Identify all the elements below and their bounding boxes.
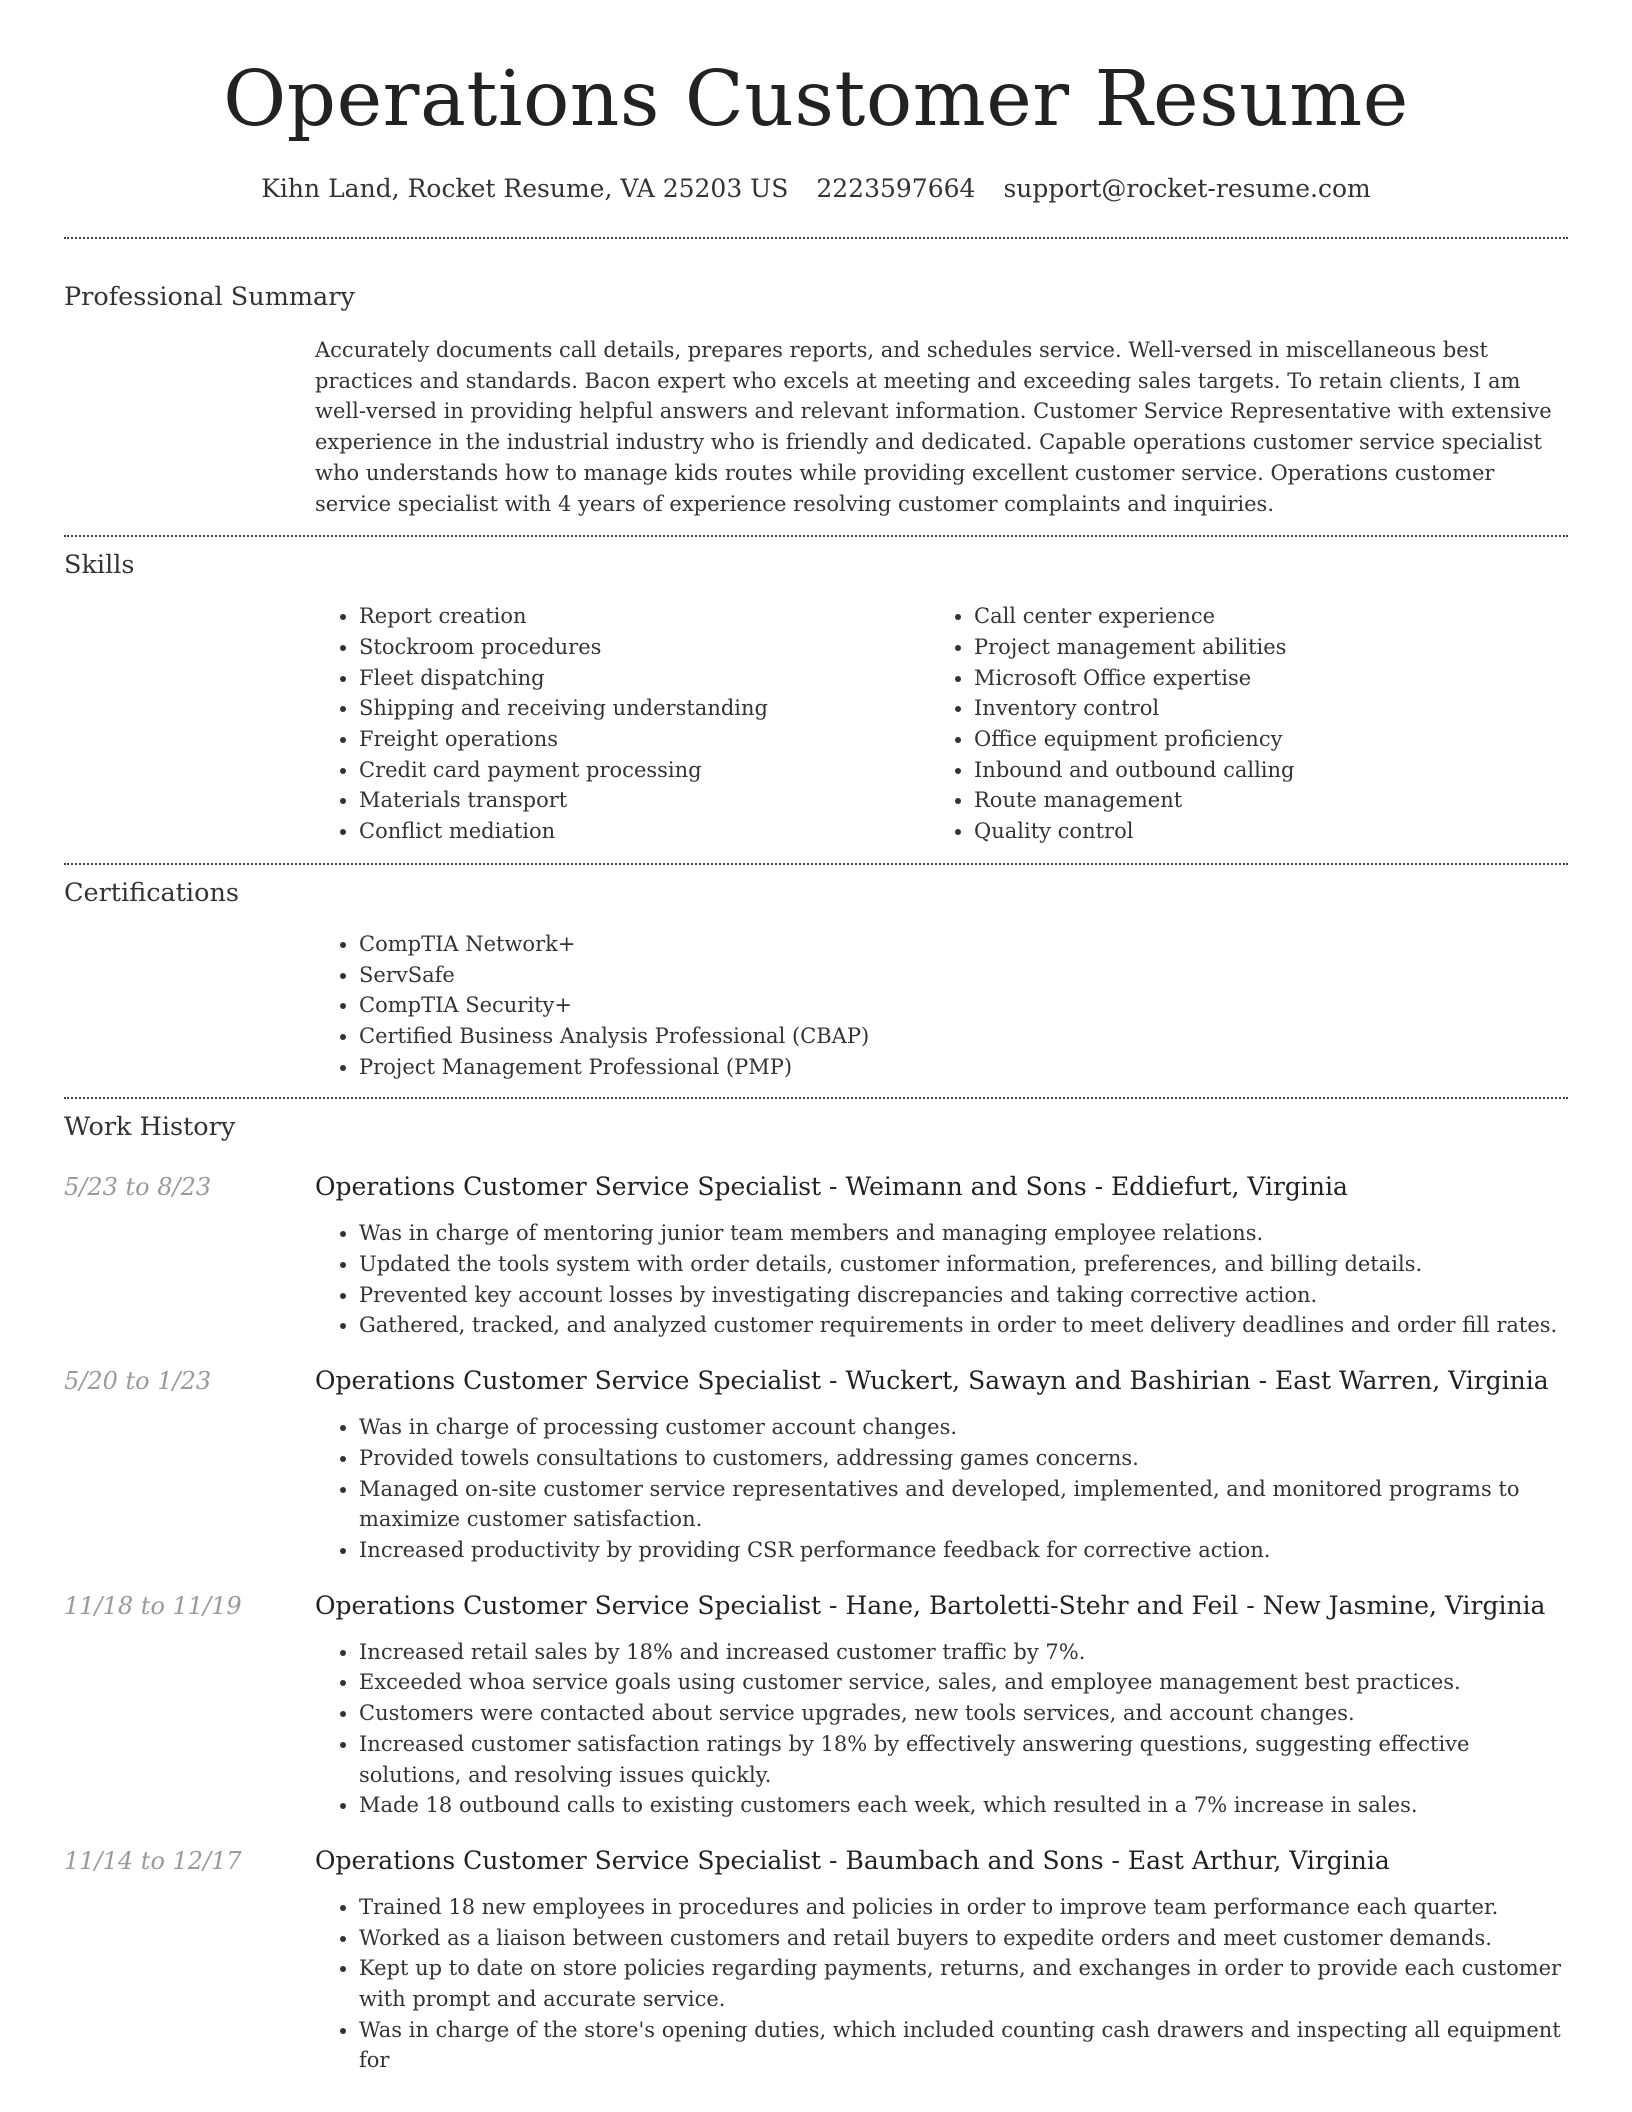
job-bullet-list [315, 1218, 1568, 1341]
job-bullets [315, 1218, 1568, 1341]
skills-columns [315, 601, 1568, 847]
skill-item: • Inventory control [974, 693, 1545, 724]
skills-section [64, 548, 1568, 847]
summary-section [64, 280, 1568, 519]
skill-item: • Materials transport [359, 785, 930, 816]
skill-item: • Route management [974, 785, 1545, 816]
job-bullet: • Provided towels consultations to customers, addressing games concerns. [359, 1443, 1568, 1474]
job-bullet: • Gathered, tracked, and analyzed customer requirements in order to meet delivery deadlines and order fill rates. [359, 1310, 1568, 1341]
skills-column-right [930, 601, 1545, 847]
job-title: Operations Customer Service Specialist - Weimann and Sons - Eddiefurt, Virginia [315, 1172, 1348, 1202]
certifications-body [315, 929, 1568, 1083]
job-details [315, 1589, 1568, 1821]
skills-column-left [315, 601, 930, 847]
contact-phone[interactable]: 2223597664 [816, 174, 976, 203]
job-bullet: • Was in charge of mentoring junior team members and managing employee relations. [359, 1218, 1568, 1249]
skill-item: • Microsoft Office expertise [974, 663, 1545, 694]
skill-item: • Conflict mediation [359, 816, 930, 847]
job-bullet: • Managed on-site customer service representatives and developed, implemented, and monitored programs to maximize customer satisfaction. [359, 1474, 1568, 1535]
contact-email[interactable]: support@rocket-resume.com [1003, 174, 1371, 203]
job-bullet: • Increased retail sales by 18% and increased customer traffic by 7%. [359, 1637, 1568, 1668]
job-bullet-list [315, 1892, 1568, 2076]
skill-item: • Shipping and receiving understanding [359, 693, 930, 724]
job-bullet: • Increased customer satisfaction ratings by 18% by effectively answering questions, suggesting effective solutions, and resolving issues quickly. [359, 1729, 1568, 1790]
job-bullet: • Kept up to date on store policies regarding payments, returns, and exchanges in order to provide each customer with prompt and accurate service. [359, 1953, 1568, 2014]
job-entry [64, 1844, 1568, 2076]
certification-item: • CompTIA Security+ [359, 990, 1568, 1021]
job-bullets [315, 1637, 1568, 1821]
job-details [315, 1364, 1568, 1566]
skill-item: • Inbound and outbound calling [974, 755, 1545, 786]
job-bullet: • Was in charge of processing customer account changes. [359, 1412, 1568, 1443]
job-entry [64, 1364, 1568, 1566]
skills-heading: Skills [64, 550, 135, 581]
job-bullet-list [315, 1637, 1568, 1821]
certification-item: • Certified Business Analysis Professional (CBAP) [359, 1021, 1568, 1052]
job-entry [64, 1170, 1568, 1341]
certifications-heading: Certifications [64, 877, 239, 908]
job-details [315, 1170, 1568, 1341]
skill-item: • Call center experience [974, 601, 1545, 632]
job-bullets [315, 1412, 1568, 1566]
job-bullet: • Updated the tools system with order details, customer information, preferences, and billing details. [359, 1249, 1568, 1280]
contact-address: Kihn Land, Rocket Resume, VA 25203 US [261, 174, 789, 203]
certification-item: • Project Management Professional (PMP) [359, 1052, 1568, 1083]
summary-text: Accurately documents call details, prepares reports, and schedules service. Well-versed in miscellaneous best practices and standards. Bacon expert who excels at meeting and exceeding sales targets. To retain clients, I am well-versed in providing helpful answers and relevant information. Customer Service Representative with extensive experience in the industrial industry who is friendly and dedicated. Capable operations customer service specialist who understands how to manage kids routes while providing excellent customer service. Operations customer service specialist with 4 years of experience resolving customer complaints and inquiries. [315, 338, 1552, 516]
resume-title: Operations Customer Resume [223, 55, 1409, 144]
job-bullet: • Trained 18 new employees in procedures and policies in order to improve team performance each quarter. [359, 1892, 1568, 1923]
skill-item: • Stockroom procedures [359, 632, 930, 663]
skills-list-left [315, 601, 930, 847]
job-bullet: • Made 18 outbound calls to existing customers each week, which resulted in a 7% increase in sales. [359, 1790, 1568, 1821]
certifications-section [64, 876, 1568, 1083]
divider [64, 863, 1568, 865]
job-bullet: • Customers were contacted about service upgrades, new tools services, and account changes. [359, 1698, 1568, 1729]
skill-item: • Office equipment proficiency [974, 724, 1545, 755]
job-date: 5/20 to 1/23 [64, 1367, 212, 1396]
job-title: Operations Customer Service Specialist - Wuckert, Sawayn and Bashirian - East Warren, Virginia [315, 1366, 1549, 1396]
job-title: Operations Customer Service Specialist - Baumbach and Sons - East Arthur, Virginia [315, 1845, 1390, 1875]
work-history-heading: Work History [64, 1112, 236, 1143]
job-date: 11/14 to 12/17 [64, 1846, 242, 1875]
job-date: 5/23 to 8/23 [64, 1173, 212, 1202]
job-title: Operations Customer Service Specialist - Hane, Bartoletti-Stehr and Feil - New Jasmine, Virginia [315, 1590, 1546, 1620]
job-date: 11/18 to 11/19 [64, 1591, 242, 1620]
skill-item: • Freight operations [359, 724, 930, 755]
contact-line [64, 172, 1568, 206]
divider [64, 237, 1568, 239]
resume-page [64, 0, 1568, 2076]
skill-item: • Quality control [974, 816, 1545, 847]
job-bullets [315, 1892, 1568, 2076]
job-details [315, 1844, 1568, 2076]
certification-item: • CompTIA Network+ [359, 929, 1568, 960]
skill-item: • Credit card payment processing [359, 755, 930, 786]
work-history-section [64, 1110, 1568, 2076]
certification-item: • ServSafe [359, 960, 1568, 991]
skill-item: • Fleet dispatching [359, 663, 930, 694]
divider [64, 1097, 1568, 1099]
summary-heading: Professional Summary [64, 282, 355, 312]
job-entry [64, 1589, 1568, 1821]
job-bullet: • Exceeded whoa service goals using customer service, sales, and employee management best practices. [359, 1667, 1568, 1698]
job-bullet: • Prevented key account losses by investigating discrepancies and taking corrective action. [359, 1280, 1568, 1311]
job-bullet: • Worked as a liaison between customers and retail buyers to expedite orders and meet customer demands. [359, 1923, 1568, 1954]
job-bullet-list [315, 1412, 1568, 1566]
certifications-list [315, 929, 1568, 1083]
skill-item: • Report creation [359, 601, 930, 632]
job-bullet: • Was in charge of the store's opening duties, which included counting cash drawers and inspecting all equipment for [359, 2015, 1568, 2076]
job-bullet: • Increased productivity by providing CSR performance feedback for corrective action. [359, 1535, 1568, 1566]
divider [64, 535, 1568, 537]
skill-item: • Project management abilities [974, 632, 1545, 663]
skills-list-right [930, 601, 1545, 847]
